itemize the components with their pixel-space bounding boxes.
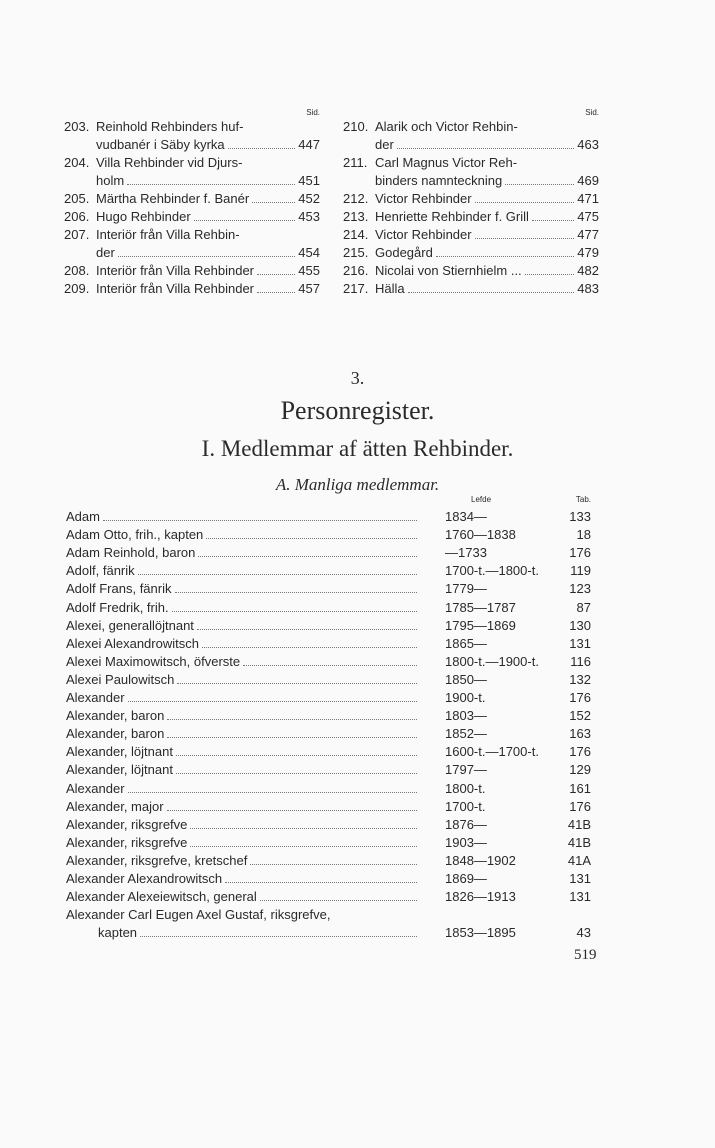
person-name: Alexander, riksgrefve [66,816,188,832]
register-row [66,690,591,708]
lifespan: 1800-t.—1900-t. [445,653,539,669]
leader-dots [252,202,295,203]
table-reference: 176 [569,798,591,814]
register-name-cell [66,871,420,887]
leader-dots [505,184,574,185]
person-name: Adolf, fänrik [66,563,135,579]
person-name: Alexander Alexeiewitsch, general [66,889,257,905]
table-reference: 131 [569,889,591,905]
lifespan: 1826—1913 [445,889,516,905]
leader-dots [177,683,417,684]
figure-line [96,226,320,244]
table-reference: 131 [569,635,591,651]
leader-dots [475,238,575,239]
register-row [66,527,591,545]
table-reference: 130 [569,617,591,633]
register-row [66,889,591,907]
figure-line [375,190,599,208]
person-name: Adolf Fredrik, frih. [66,599,169,615]
person-name: Alexei Alexandrowitsch [66,635,199,651]
leader-dots [176,755,417,756]
leader-dots [128,701,417,702]
register-name-cell [66,799,420,815]
figure-page: 454 [298,245,320,260]
person-name: Alexander Carl Eugen Axel Gustaf, riksgrefve, [66,907,331,923]
table-reference: 43 [576,925,591,941]
figure-line [96,118,320,136]
leader-dots [257,274,295,275]
person-name: Alexander, riksgrefve [66,834,188,850]
lifespan: 1869— [445,871,487,886]
figure-page: 463 [577,137,599,152]
lifespan: 1848—1902 [445,852,516,868]
leader-dots [436,256,574,257]
leader-dots [190,846,417,847]
leader-dots [397,148,575,149]
register-row [66,744,591,762]
figure-number: 214. [343,227,369,242]
register-name-cell [66,618,420,634]
leader-dots [206,538,417,539]
register-name-cell [98,925,420,941]
table-reference: 176 [569,545,591,561]
figure-number: 209. [64,281,90,296]
leader-dots [175,592,418,593]
register-name-cell [66,817,420,833]
lifespan: 1797— [445,762,487,778]
figure-page: 457 [298,281,320,296]
lifespan: 1800-t. [445,780,486,796]
register-row [66,799,591,817]
section-title: Personregister. [280,396,435,425]
register-row [66,545,591,563]
register-row [66,835,591,853]
lifespan: 1903— [445,834,487,850]
table-reference: 116 [570,653,591,669]
figure-line [375,136,599,154]
figure-line [375,244,599,262]
figure-caption: Hälla [375,281,405,296]
table-reference: 123 [569,581,591,597]
person-name: Adolf Frans, fänrik [66,581,172,597]
lifespan: 1852— [445,726,487,742]
figure-line [96,280,320,298]
lifespan: 1865— [445,635,487,651]
figure-caption: Henriette Rehbinder f. Grill [375,209,529,224]
leader-dots [257,292,295,293]
register-row [66,600,591,618]
lifespan: 1700-t. [445,798,486,814]
register-row [66,563,591,581]
leader-dots [260,900,417,901]
register-name-cell [66,744,420,760]
leader-dots [138,574,417,575]
person-name: Alexander, riksgrefve, kretschef [66,852,248,868]
figure-number: 211. [343,155,368,170]
table-reference: 41A [567,852,591,868]
register-name-cell [66,835,420,851]
leader-dots [127,184,295,185]
lifespan: —1733 [445,545,487,561]
register-row [66,817,591,835]
table-reference: 131 [569,871,591,886]
figure-number: 215. [343,245,369,260]
leader-dots [176,773,417,774]
table-reference: 18 [576,527,591,543]
figure-line [375,154,599,172]
person-name: Alexei Paulowitsch [66,671,175,687]
register-row [66,871,591,889]
header-lefde: Lefde [471,495,492,504]
register-name-cell [66,853,420,869]
register-name-cell [66,889,420,905]
figure-caption: Villa Rehbinder vid Djurs- [96,155,243,170]
leader-dots [202,647,417,648]
lifespan: 1760—1838 [445,527,516,543]
figure-line [375,262,599,280]
figure-caption: Carl Magnus Victor Reh- [375,155,518,170]
table-reference: 132 [569,671,591,687]
register-row [66,581,591,599]
figure-caption: Interiör från Villa Rehbinder [96,281,255,296]
lifespan: 1779— [445,581,487,597]
table-reference: 41B [567,834,591,850]
person-name: Alexander, baron [66,726,165,742]
person-name: Alexander [66,690,125,705]
table-reference: 161 [569,780,591,796]
person-name: Adam [66,509,100,524]
figure-number: 208. [64,263,90,278]
lifespan: 1900-t. [445,690,486,705]
figure-page: 475 [577,209,599,224]
person-name: Alexander, löjtnant [66,762,173,778]
register-row [66,726,591,744]
figure-number: 210. [343,119,369,134]
leader-dots [197,629,417,630]
leader-dots [228,148,296,149]
figure-number: 203. [64,119,90,134]
figure-line [375,118,599,136]
person-name: Alexei, generallöjtnant [66,617,194,633]
table-reference: 119 [570,563,591,579]
leader-dots [198,556,417,557]
section-subtitle: I. Medlemmar af ätten Rehbinder. [201,436,514,461]
lifespan: 1834— [445,509,487,524]
table-reference: 41B [567,816,591,832]
leader-dots [408,292,575,293]
register-name-cell [66,672,420,688]
register-name-cell [66,907,420,922]
figure-caption: Hugo Rehbinder [96,209,191,224]
figure-page: 447 [298,137,320,152]
figure-line [96,154,320,172]
figure-page: 482 [577,263,599,278]
figure-caption: Interiör från Villa Rehbin- [96,227,240,242]
leader-dots [167,719,417,720]
figure-page: 455 [298,263,320,278]
person-name: Alexander, löjtnant [66,744,173,760]
table-reference: 133 [569,509,591,524]
register-name-cell [66,726,420,742]
table-reference: 176 [569,690,591,705]
person-name: Alexei Maximowitsch, öfverste [66,653,241,669]
leader-dots [532,220,574,221]
leader-dots [194,220,296,221]
lifespan: 1795—1869 [445,617,516,633]
leader-dots [525,274,575,275]
figure-page: 483 [577,281,599,296]
lifespan: 1700-t.—1800-t. [445,563,539,579]
leader-dots [172,611,417,612]
register-name-cell [66,762,420,778]
header-tab: Tab. [575,495,591,504]
register-name-cell [66,636,420,652]
table-reference: 129 [569,762,591,778]
register-row [66,762,591,780]
table-reference: 163 [569,726,591,742]
figure-page: 469 [577,173,599,188]
leader-dots [103,520,417,521]
person-name: Alexander, major [66,798,164,814]
register-row [66,672,591,690]
sid-header-left: Sid. [306,108,320,117]
figure-caption: Victor Rehbinder [375,227,472,242]
figure-caption: Interiör från Villa Rehbinder [96,263,255,278]
register-name-cell [66,509,420,525]
figure-caption: Reinhold Rehbinders huf- [96,119,244,134]
figure-caption: Victor Rehbinder [375,191,472,206]
lifespan: 1785—1787 [445,599,516,615]
figure-page: 452 [298,191,320,206]
register-row [66,925,591,943]
figure-caption: Nicolai von Stiernhielm ... [375,263,522,278]
figure-page: 477 [577,227,599,242]
figure-line [96,244,320,262]
register-row [66,654,591,672]
figure-line [375,226,599,244]
leader-dots [225,882,417,883]
figure-page: 453 [298,209,320,224]
register-name-cell [66,708,420,724]
figure-page: 451 [298,173,320,188]
lifespan: 1803— [445,708,487,724]
figure-page: 479 [577,245,599,260]
register-row [66,708,591,726]
table-reference: 176 [569,744,591,760]
section-number: 3. [350,368,365,388]
figure-line [96,262,320,280]
figure-number: 216. [343,263,369,278]
register-name-cell [66,545,420,561]
lifespan: 1853—1895 [445,925,516,941]
register-name-cell [66,581,420,597]
figure-number: 205. [64,191,90,206]
section-subsubtitle: A. Manliga medlemmar. [275,475,440,494]
person-name: Alexander Alexandrowitsch [66,871,223,886]
figure-caption: der [375,137,394,152]
figure-line [375,280,599,298]
figure-line [96,136,320,154]
register-name-cell [66,781,420,797]
leader-dots [140,936,417,937]
person-name: Alexander [66,780,125,796]
figure-line [96,208,320,226]
figure-number: 207. [64,227,90,242]
register-name-cell [66,600,420,616]
lifespan: 1600-t.—1700-t. [445,744,539,760]
figure-caption: vudbanér i Säby kyrka [96,137,225,152]
register-row [66,853,591,871]
figure-line [375,208,599,226]
page-number: 519 [574,947,597,963]
leader-dots [190,828,417,829]
person-name: kapten [98,925,138,941]
figure-page: 471 [577,191,599,206]
leader-dots [128,792,417,793]
register-row [66,509,591,527]
figure-number: 206. [64,209,90,224]
figure-number: 204. [64,155,90,170]
lifespan: 1850— [445,671,487,687]
register-name-cell [66,527,420,543]
figure-caption: Godegård [375,245,433,260]
leader-dots [167,810,417,811]
table-reference: 87 [576,599,591,615]
register-row [66,636,591,654]
figure-number: 213. [343,209,369,224]
figure-caption: Märtha Rehbinder f. Banér [96,191,250,206]
register-row [66,781,591,799]
leader-dots [475,202,575,203]
figure-line [96,190,320,208]
leader-dots [118,256,296,257]
figure-line [96,172,320,190]
sid-header-right: Sid. [585,108,599,117]
figure-caption: holm [96,173,125,188]
person-name: Alexander, baron [66,708,165,724]
leader-dots [250,864,417,865]
lifespan: 1876— [445,816,487,832]
figure-caption: der [96,245,115,260]
register-row [66,907,591,925]
figure-caption: Alarik och Victor Rehbin- [375,119,518,134]
person-name: Adam Reinhold, baron [66,545,196,561]
leader-dots [243,665,417,666]
figure-number: 217. [343,281,369,296]
figure-caption: binders namnteckning [375,173,503,188]
register-name-cell [66,690,420,706]
figure-number: 212. [343,191,369,206]
register-row [66,618,591,636]
person-name: Adam Otto, frih., kapten [66,527,204,543]
figure-line [375,172,599,190]
register-name-cell [66,654,420,670]
table-reference: 152 [569,708,591,724]
leader-dots [167,737,417,738]
register-name-cell [66,563,420,579]
